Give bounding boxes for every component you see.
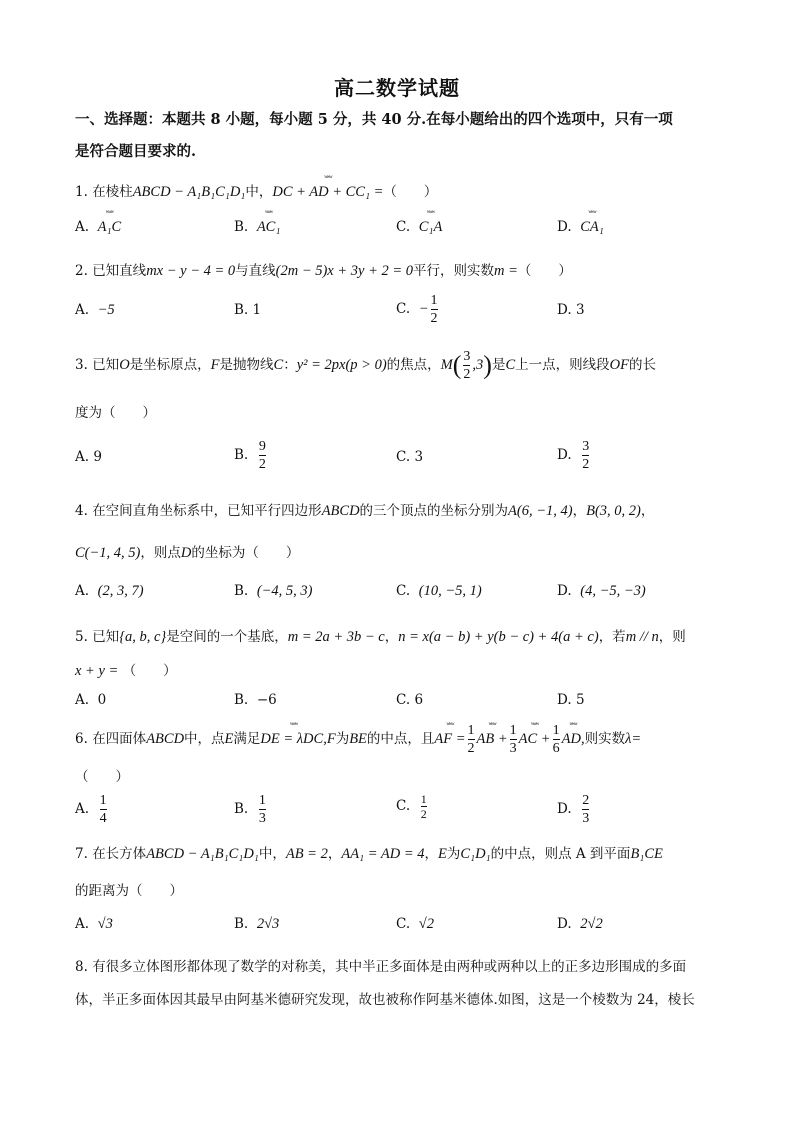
question-4-option-a: A. (2, 3, 7): [75, 583, 144, 599]
question-4-option-d: D. (4, −5, −3): [557, 583, 646, 599]
question-2-option-d: D. 3: [557, 302, 585, 318]
vector-m-definition: m = 2a + 3b − c: [287, 629, 385, 645]
question-2-stem: 2. 已知直线mx − y − 4 = 0与直线(2m − 5)x + 3y + 2 = 0平行，则实数m =（ ）: [75, 263, 572, 279]
question-3-option-d: D. $\frac{3}{2}$: [557, 439, 590, 472]
vector-de-expression: ʷʷʷ DE = λDC,: [260, 731, 326, 748]
question-1-option-a: A. ʷʷʷ A₁C: [75, 219, 121, 236]
question-4-option-c: C. (10, −5, 1): [396, 583, 482, 599]
question-3-stem-line2: 度为（ ）: [75, 405, 156, 421]
question-7-stem-line2: 的距离为（ ）: [75, 883, 183, 899]
question-4-stem: 4. 在空间直角坐标系中，已知平行四边形ABCD的三个顶点的坐标分别为A(6, −1, 4)，B(3, 0, 2)，: [75, 503, 655, 519]
point-a: A(6, −1, 4): [508, 503, 573, 519]
question-6-stem-line2: （ ）: [75, 769, 129, 785]
question-2-option-a: A. −5: [75, 302, 115, 318]
question-6-option-b: B. $\frac{1}{3}$: [234, 793, 266, 826]
parabola-equation: y² = 2px(p > 0): [296, 357, 387, 373]
section-heading-line2: 是符合题目要求的.: [75, 143, 197, 160]
question-4-option-b: B. (−4, 5, 3): [234, 583, 313, 599]
question-7-option-c: C. √2: [396, 916, 434, 932]
question-7-option-a: A. √3: [75, 916, 113, 932]
question-6-option-a: A. $\frac{1}{4}$: [75, 793, 107, 826]
question-8-stem: 8. 有很多立体图形都体现了数学的对称美，其中半正多面体是由两种或两种以上的正多边形围成的多面: [75, 959, 687, 975]
question-7-option-d: D. 2√2: [557, 916, 603, 932]
question-1-stem: 1. 在棱柱ABCD − A₁B₁C₁D₁中，ʷʷʷ DC + AD + CC₁ =（ ）: [75, 180, 437, 201]
question-5-stem-line2: x + y = （ ）: [75, 663, 177, 679]
line-1-equation: mx − y − 4 = 0: [146, 263, 236, 279]
question-5-option-d: D. 5: [557, 692, 585, 708]
question-2-option-b: B. 1: [234, 302, 262, 318]
question-7-stem: 7. 在长方体ABCD − A₁B₁C₁D₁中，AB = 2，AA₁ = AD = 4，E为C₁D₁的中点，则点 A 到平面B₁CE: [75, 846, 663, 862]
question-6-stem: 6. 在四面体ABCD中，点E满足ʷʷʷ DE = λDC,F为BE的中点，且ʷʷʷ AF = $\frac{1}{2}$ ʷʷʷ AB + $\frac{1}{3}$ ʷʷʷ AC + $\frac{1}{6}$ ʷʷʷ AD,则实数λ=: [75, 722, 641, 757]
vector-sum-expression: ʷʷʷ DC + AD + CC₁ =: [272, 184, 383, 201]
question-6-option-d: D. $\frac{2}{3}$: [557, 793, 590, 826]
question-4-stem-line2: C(−1, 4, 5)，则点D的坐标为（ ）: [75, 545, 300, 561]
section-heading: [75, 104, 725, 168]
question-1-option-b: B. ʷʷʷ AC₁: [234, 219, 280, 236]
page-title: 高二数学试题: [334, 76, 460, 100]
question-3-option-a: A. 9: [75, 449, 102, 465]
vector-n-definition: n = x(a − b) + y(b − c) + 4(a + c): [398, 629, 599, 645]
question-3-option-b: B. $\frac{9}{2}$: [234, 439, 266, 472]
point-c: C(−1, 4, 5): [75, 545, 141, 561]
question-5-option-c: C. 6: [396, 692, 424, 708]
question-6-option-c: C. $\frac{1}{2}$: [396, 792, 427, 821]
basis-set: {a, b, c}: [119, 629, 167, 645]
question-1-option-c: C. ʷʷʷ C₁A: [396, 219, 442, 236]
prism-expression: ABCD − A₁B₁C₁D₁: [132, 184, 246, 200]
section-heading-line1: 一、选择题：本题共 8 小题，每小题 5 分，共 40 分.在每小题给出的四个选项中，只有一项: [75, 111, 673, 128]
line-2-equation: (2m − 5)x + 3y + 2 = 0: [275, 263, 414, 279]
question-8-stem-line2: 体，半正多面体因其最早由阿基米德研究发现，故也被称作阿基米德体.如图，这是一个棱数为 24，棱长: [75, 992, 695, 1008]
question-3-option-c: C. 3: [396, 449, 424, 465]
question-5-stem: 5. 已知{a, b, c}是空间的一个基底，m = 2a + 3b − c，n = x(a − b) + y(b − c) + 4(a + c)，若m // n，则: [75, 629, 686, 645]
cuboid-expression: ABCD − A₁B₁C₁D₁: [146, 846, 259, 862]
question-5-option-a: A. 0: [75, 692, 107, 708]
point-b: B(3, 0, 2): [586, 503, 641, 519]
question-5-option-b: B. −6: [234, 692, 277, 708]
question-3-stem: 3. 已知O是坐标原点，F是抛物线C：y² = 2px(p > 0)的焦点，M( $\frac{3}{2}$ ,3)是C上一点，则线段OF的长: [75, 349, 656, 382]
question-2-option-c: C. − $\frac{1}{2}$: [396, 293, 438, 326]
question-7-option-b: B. 2√3: [234, 916, 280, 932]
question-1-option-d: D. ʷʷʷ CA₁: [557, 219, 604, 236]
